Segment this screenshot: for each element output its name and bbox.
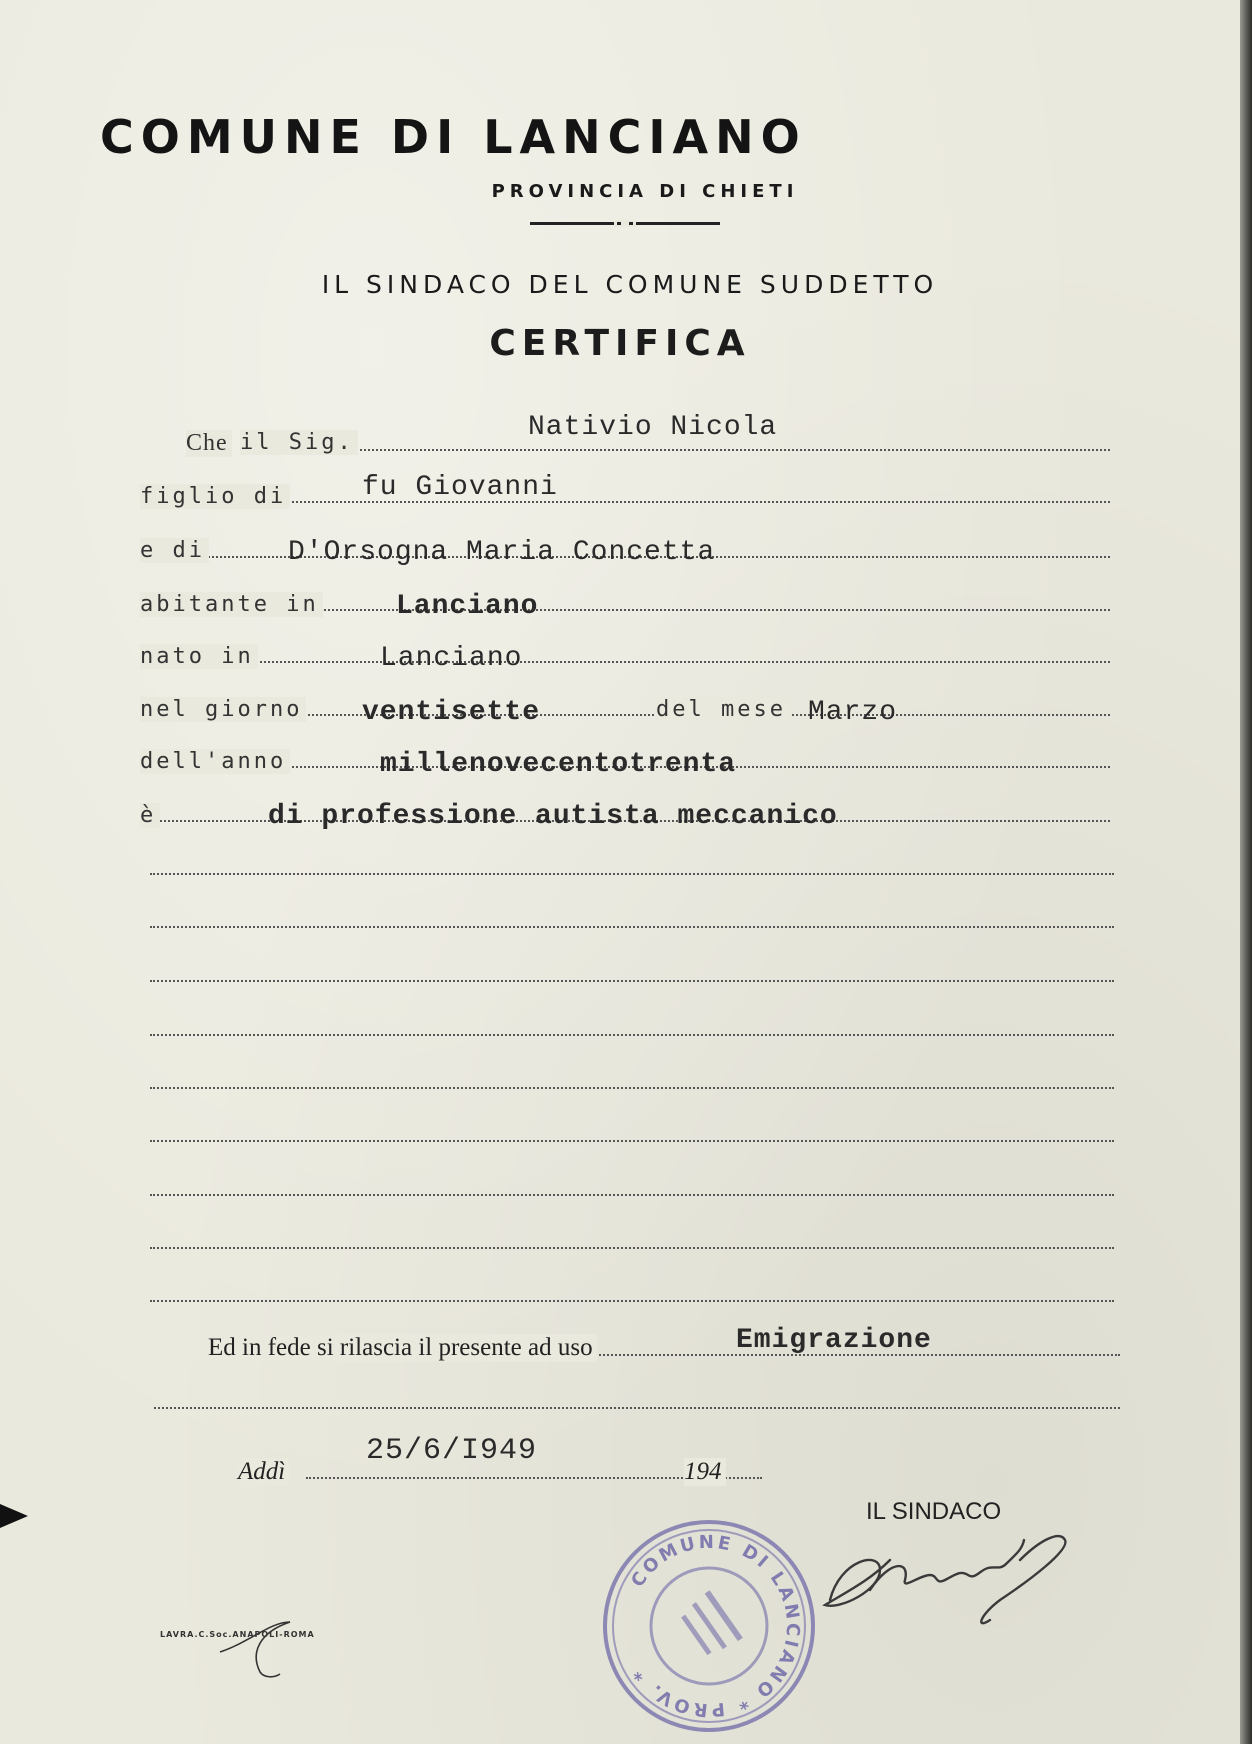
blank-line — [150, 1034, 1114, 1036]
label-del-mese: del mese — [656, 697, 790, 722]
blank-line — [150, 980, 1114, 982]
blank-line — [150, 873, 1114, 875]
divider-ornament — [530, 222, 720, 225]
blank-line — [150, 926, 1114, 928]
field-madre: D'Orsogna Maria Concetta — [288, 537, 716, 568]
label-il-sig: il Sig. — [240, 430, 358, 455]
label-figlio-di: figlio di — [140, 484, 290, 509]
municipality-title: COMUNE DI LANCIANO — [100, 110, 807, 164]
field-data: 25/6/I949 — [366, 1434, 538, 1468]
blank-line — [150, 1140, 1114, 1142]
label-nato-in: nato in — [140, 644, 258, 669]
municipal-seal-stamp — [598, 1515, 820, 1737]
field-anno: millenovecentotrenta — [380, 749, 737, 780]
margin-mark — [0, 1504, 28, 1528]
printer-flourish — [200, 1612, 370, 1682]
stamp-text: COMUNE DI LANCIANO * PROV. * — [627, 1531, 804, 1721]
blank-line — [150, 1087, 1114, 1089]
label-che: Che — [186, 430, 232, 457]
form-line — [240, 449, 1110, 451]
label-addi: Addì — [238, 1458, 289, 1486]
field-abitante: Lanciano — [396, 591, 539, 622]
field-mese: Marzo — [808, 697, 898, 728]
field-giorno: ventisette — [362, 697, 541, 728]
blank-line — [154, 1407, 1120, 1409]
label-e-di: e di — [140, 538, 209, 563]
label-rilascia: Ed in fede si rilascia il presente ad uso — [208, 1334, 597, 1362]
label-anno-stampa: 194 — [684, 1458, 726, 1486]
blank-line — [150, 1300, 1114, 1302]
label-nel-giorno: nel giorno — [140, 697, 306, 722]
mayor-heading: IL SINDACO DEL COMUNE SUDDETTO — [321, 270, 939, 299]
printer-text: LAVRA.C.Soc.ANAPOLI-ROMA — [160, 1630, 315, 1639]
label-dell-anno: dell'anno — [140, 749, 290, 774]
blank-line — [150, 1247, 1114, 1249]
label-abitante-in: abitante in — [140, 592, 323, 617]
certifica-heading: CERTIFICA — [489, 323, 751, 364]
field-uso: Emigrazione — [736, 1325, 932, 1356]
blank-line — [150, 1194, 1114, 1196]
svg-text:COMUNE DI LANCIANO * PROV. * — [627, 1532, 803, 1720]
province-subtitle: PROVINCIA DI CHIETI — [491, 181, 799, 202]
field-nato: Lanciano — [380, 643, 523, 674]
form-line — [140, 661, 1110, 663]
mayor-signature — [810, 1520, 1090, 1640]
scan-edge — [1240, 0, 1252, 1744]
field-padre: fu Giovanni — [362, 472, 558, 503]
label-e: è — [140, 803, 160, 828]
field-professione: di professione autista meccanico — [268, 801, 838, 832]
mayor-signature-label: IL SINDACO — [866, 1498, 1002, 1525]
field-nome: Nativio Nicola — [528, 412, 778, 443]
